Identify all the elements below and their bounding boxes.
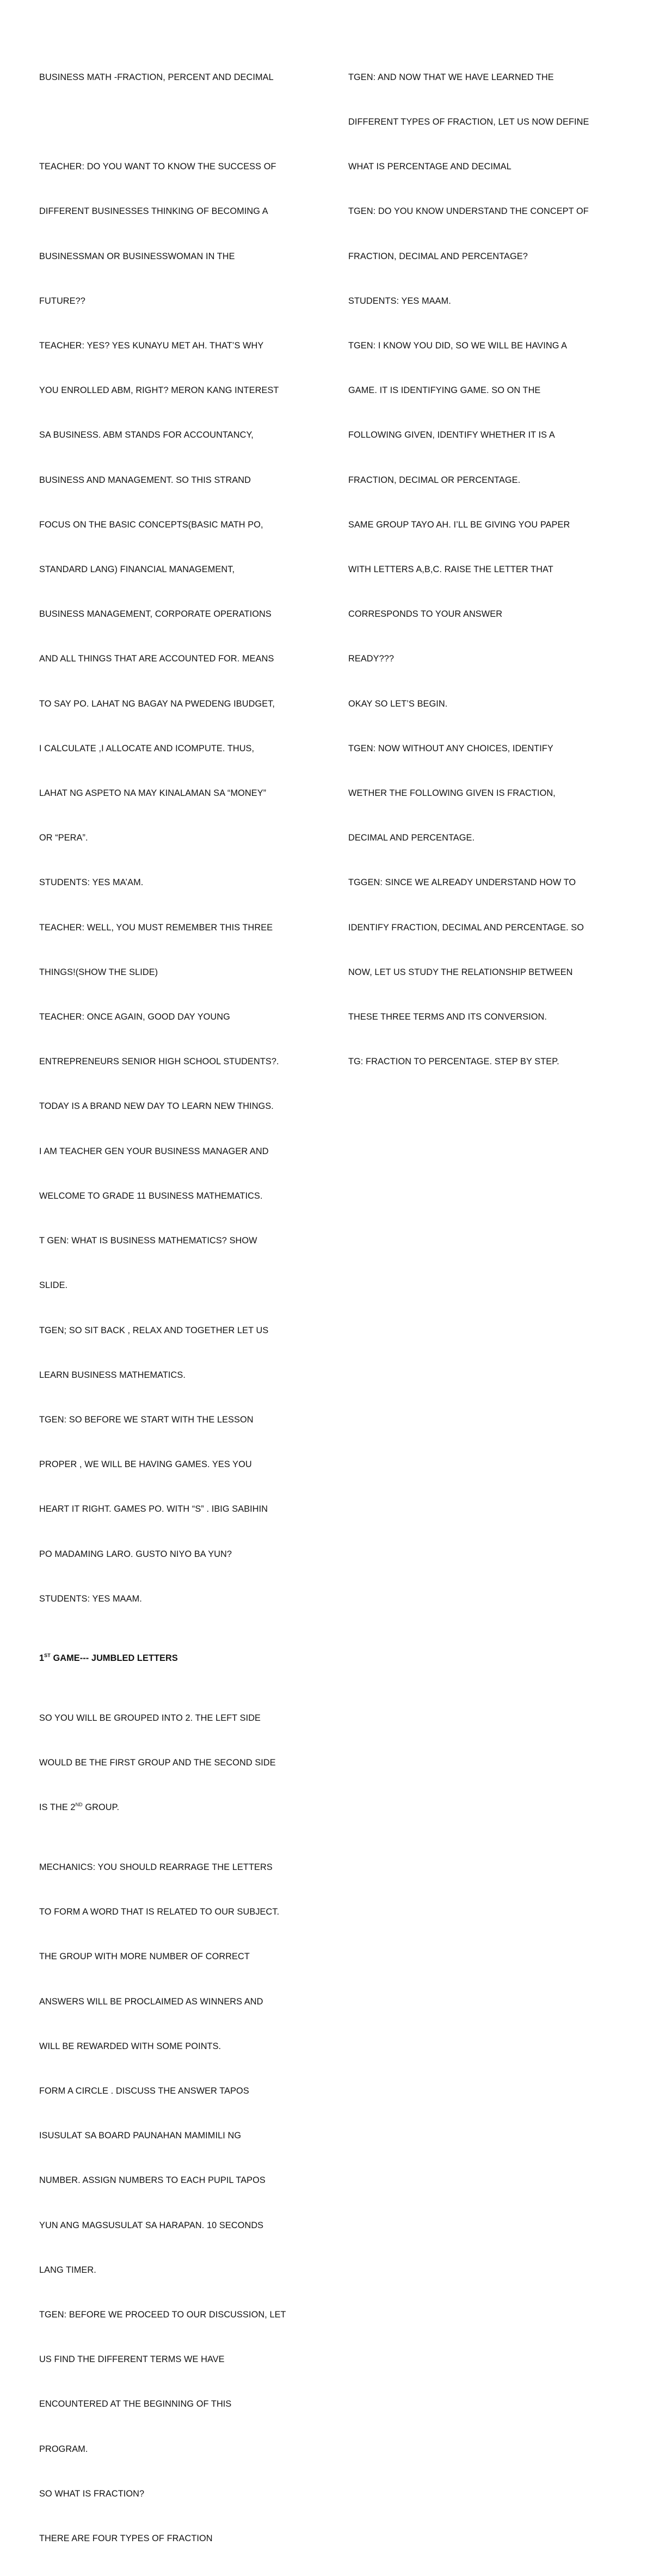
game-heading-text: GAME--- JUMBLED LETTERS: [50, 1653, 178, 1664]
text-line: READY???: [348, 654, 395, 664]
text-line: THERE ARE FOUR TYPES OF FRACTION: [39, 2534, 213, 2543]
text-line: SO YOU WILL BE GROUPED INTO 2. THE LEFT SIDE: [39, 1713, 261, 1723]
text-line: DIFFERENT TYPES OF FRACTION, LET US NOW DEFINE: [348, 117, 589, 127]
text-line: BUSINESS AND MANAGEMENT. SO THIS STRAND: [39, 475, 251, 485]
text-line: FOCUS ON THE BASIC CONCEPTS(BASIC MATH PO,: [39, 519, 263, 530]
text-line: STANDARD LANG) FINANCIAL MANAGEMENT,: [39, 565, 235, 575]
text-line: THESE THREE TERMS AND ITS CONVERSION.: [348, 1012, 547, 1022]
text-line: SO WHAT IS FRACTION?: [39, 2488, 145, 2499]
text-line: ENCOUNTERED AT THE BEGINNING OF THIS: [39, 2399, 232, 2409]
text-line: TGEN: SO BEFORE WE START WITH THE LESSON: [39, 1414, 254, 1425]
text-line: LAHAT NG ASPETO NA MAY KINALAMAN SA “MONEY”: [39, 788, 267, 799]
text-line: [39, 1800, 311, 1815]
right-column: [348, 40, 620, 1099]
text-line: WILL BE REWARDED WITH SOME POINTS.: [39, 2041, 221, 2051]
text-line: TGEN: AND NOW THAT WE HAVE LEARNED THE: [348, 72, 554, 82]
text-line: CORRESPONDS TO YOUR ANSWER: [348, 609, 503, 620]
text-line: THINGS!(SHOW THE SLIDE): [39, 967, 158, 977]
left-column: [39, 40, 311, 2576]
game-heading: [39, 1651, 311, 1666]
text-line: STUDENTS: YES MA’AM.: [39, 878, 144, 888]
text-line: PO MADAMING LARO. GUSTO NIYO BA YUN?: [39, 1549, 232, 1559]
text-line: ENTREPRENEURS SENIOR HIGH SCHOOL STUDENTS?.: [39, 1057, 279, 1067]
text-line: US FIND THE DIFFERENT TERMS WE HAVE: [39, 2354, 225, 2365]
game-heading-superscript: ST: [44, 1653, 51, 1659]
text-line: I CALCULATE ,I ALLOCATE AND ICOMPUTE. THUS,: [39, 743, 255, 753]
text-line: WHAT IS PERCENTAGE AND DECIMAL: [348, 162, 512, 172]
text-line: ISUSULAT SA BOARD PAUNAHAN MAMIMILI NG: [39, 2131, 242, 2141]
text-line: IDENTIFY FRACTION, DECIMAL AND PERCENTAGE. SO: [348, 922, 584, 933]
text-line: SLIDE.: [39, 1280, 68, 1291]
text-line: TGGEN: SINCE WE ALREADY UNDERSTAND HOW TO: [348, 878, 576, 888]
text-line: TEACHER: YES? YES KUNAYU MET AH. THAT’S WHY: [39, 341, 264, 351]
text-line: THE GROUP WITH MORE NUMBER OF CORRECT: [39, 1952, 250, 1962]
text-line: BUSINESS MANAGEMENT, CORPORATE OPERATIONS: [39, 609, 272, 620]
text-line: OKAY SO LET’S BEGIN.: [348, 698, 448, 709]
text-line: FUTURE??: [39, 296, 85, 306]
group-superscript: ND: [75, 1802, 83, 1808]
text-line: NOW, LET US STUDY THE RELATIONSHIP BETWEEN: [348, 967, 573, 977]
game-heading-number: 1: [39, 1653, 45, 1664]
text-line: LEARN BUSINESS MATHEMATICS.: [39, 1370, 186, 1380]
text-line: I AM TEACHER GEN YOUR BUSINESS MANAGER AND: [39, 1146, 269, 1156]
text-line: STUDENTS: YES MAAM.: [39, 1593, 142, 1604]
text-line: STUDENTS: YES MAAM.: [348, 296, 451, 306]
text-line: FRACTION, DECIMAL OR PERCENTAGE.: [348, 475, 521, 485]
text-line: OR “PERA”.: [39, 833, 88, 843]
text-line: LANG TIMER.: [39, 2265, 96, 2275]
text-line: YUN ANG MAGSUSULAT SA HARAPAN. 10 SECONDS: [39, 2220, 264, 2230]
document-title: BUSINESS MATH -FRACTION, PERCENT AND DECIMAL: [39, 72, 274, 82]
group-text-after: GROUP.: [82, 1802, 120, 1813]
text-line: TEACHER: WELL, YOU MUST REMEMBER THIS THREE: [39, 922, 273, 933]
text-line: WETHER THE FOLLOWING GIVEN IS FRACTION,: [348, 788, 556, 799]
text-line: TO FORM A WORD THAT IS RELATED TO OUR SUBJECT.: [39, 1907, 280, 1917]
text-line: TGEN: BEFORE WE PROCEED TO OUR DISCUSSION, LET: [39, 2309, 286, 2320]
text-line: T GEN: WHAT IS BUSINESS MATHEMATICS? SHOW: [39, 1236, 257, 1246]
blank-line: [39, 115, 311, 130]
text-line: SA BUSINESS. ABM STANDS FOR ACCOUNTANCY,: [39, 430, 254, 440]
group-text-before: IS THE 2: [39, 1802, 76, 1813]
text-line: HEART IT RIGHT. GAMES PO. WITH “S” . IBIG SABIHIN: [39, 1504, 268, 1514]
text-line: TO SAY PO. LAHAT NG BAGAY NA PWEDENG IBUDGET,: [39, 698, 275, 709]
text-line: TEACHER: DO YOU WANT TO KNOW THE SUCCESS OF: [39, 162, 276, 172]
text-line: NUMBER. ASSIGN NUMBERS TO EACH PUPIL TAPOS: [39, 2175, 266, 2186]
text-line: ANSWERS WILL BE PROCLAIMED AS WINNERS AND: [39, 1996, 263, 2007]
text-line: TGEN; SO SIT BACK , RELAX AND TOGETHER LET US: [39, 1325, 269, 1335]
text-line: WITH LETTERS A,B,C. RAISE THE LETTER THAT: [348, 565, 553, 575]
text-line: FRACTION, DECIMAL AND PERCENTAGE?: [348, 251, 528, 261]
text-line: SAME GROUP TAYO AH. I’LL BE GIVING YOU PAPER: [348, 519, 570, 530]
text-line: AND ALL THINGS THAT ARE ACCOUNTED FOR. MEANS: [39, 654, 274, 664]
text-line: PROPER , WE WILL BE HAVING GAMES. YES YOU: [39, 1459, 252, 1470]
text-line: FOLLOWING GIVEN, IDENTIFY WHETHER IT IS A: [348, 430, 555, 440]
text-line: WOULD BE THE FIRST GROUP AND THE SECOND SIDE: [39, 1758, 276, 1768]
text-line: PROGRAM.: [39, 2444, 88, 2454]
text-line: FORM A CIRCLE . DISCUSS THE ANSWER TAPOS: [39, 2086, 249, 2096]
text-line: TGEN: I KNOW YOU DID, SO WE WILL BE HAVING A: [348, 341, 568, 351]
text-line: WELCOME TO GRADE 11 BUSINESS MATHEMATICS.: [39, 1191, 263, 1201]
text-line: BUSINESSMAN OR BUSINESSWOMAN IN THE: [39, 251, 235, 261]
text-line: GAME. IT IS IDENTIFYING GAME. SO ON THE: [348, 385, 541, 396]
text-line: TODAY IS A BRAND NEW DAY TO LEARN NEW THINGS.: [39, 1101, 274, 1112]
text-line: YOU ENROLLED ABM, RIGHT? MERON KANG INTEREST: [39, 385, 279, 396]
text-line: DECIMAL AND PERCENTAGE.: [348, 833, 475, 843]
text-line: TGEN: NOW WITHOUT ANY CHOICES, IDENTIFY: [348, 743, 553, 753]
text-line: TGEN: DO YOU KNOW UNDERSTAND THE CONCEPT OF: [348, 206, 589, 217]
text-line: MECHANICS: YOU SHOULD REARRAGE THE LETTERS: [39, 1862, 273, 1872]
text-line: DIFFERENT BUSINESSES THINKING OF BECOMING A: [39, 206, 268, 217]
text-line: TEACHER: ONCE AGAIN, GOOD DAY YOUNG: [39, 1012, 230, 1022]
text-line: TG: FRACTION TO PERCENTAGE. STEP BY STEP.: [348, 1057, 559, 1067]
